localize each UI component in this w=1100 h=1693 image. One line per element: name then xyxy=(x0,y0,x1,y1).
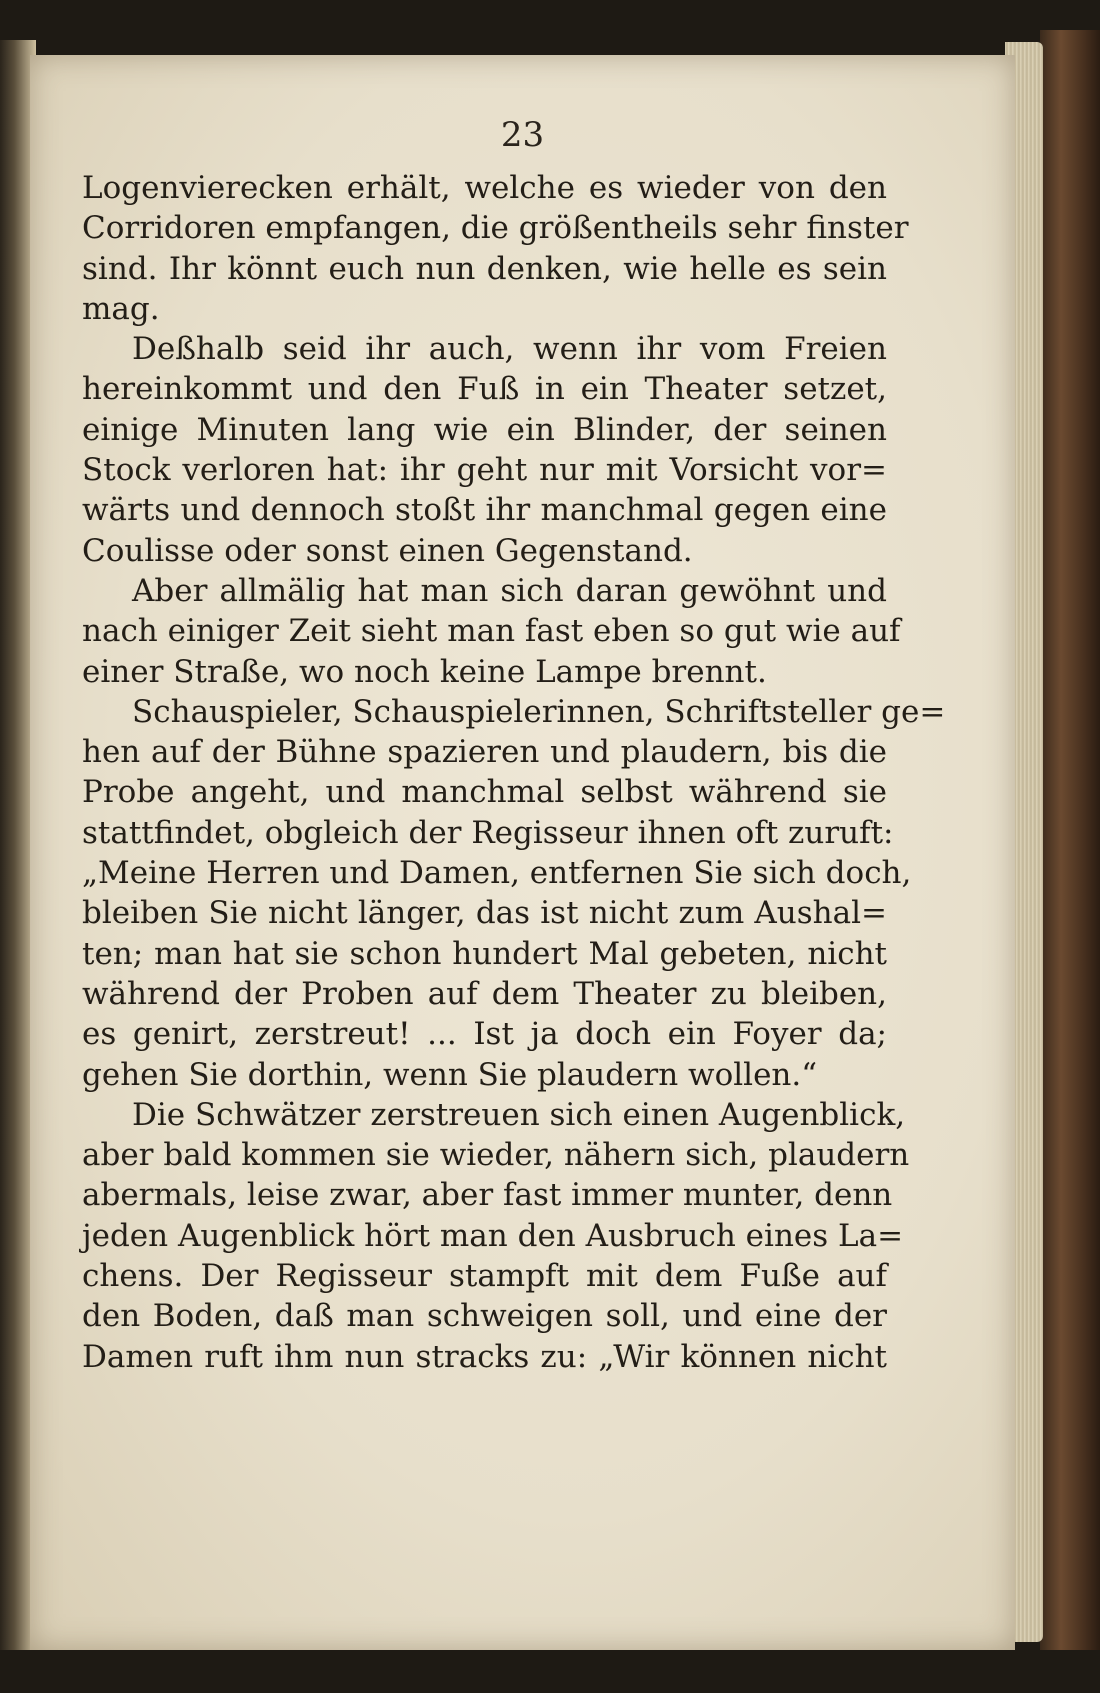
text-line: Stock verloren hat: ihr geht nur mit Vorsicht vor= xyxy=(82,452,887,489)
text-line: den Boden, daß man schweigen soll, und eine der xyxy=(82,1298,887,1335)
text-line: ten; man hat sie schon hundert Mal gebeten, nicht xyxy=(82,935,887,972)
text-line: Schauspieler, Schauspielerinnen, Schriftsteller ge= xyxy=(132,693,946,730)
text-line: mag. xyxy=(82,290,160,327)
text-line: Deßhalb seid ihr auch, wenn ihr vom Freien xyxy=(132,331,887,368)
text-line: sind. Ihr könnt euch nun denken, wie helle es sein xyxy=(82,250,887,287)
text-line: Damen ruft ihm nun stracks zu: „Wir können nicht xyxy=(82,1338,887,1375)
text-line: hereinkommt und den Fuß in ein Theater setzet, xyxy=(82,371,887,408)
text-line: einige Minuten lang wie ein Blinder, der seinen xyxy=(82,411,887,448)
book-page xyxy=(30,55,1015,1650)
text-line: chens. Der Regisseur stampft mit dem Fuße auf xyxy=(82,1258,887,1295)
text-line: abermals, leise zwar, aber fast immer munter, denn xyxy=(82,1177,893,1214)
text-line: nach einiger Zeit sieht man fast eben so gut wie auf xyxy=(82,613,901,650)
book-cover-edge xyxy=(1040,30,1100,1650)
text-line: hen auf der Bühne spazieren und plaudern, bis die xyxy=(82,734,887,771)
page-number: 23 xyxy=(500,115,545,155)
text-line: einer Straße, wo noch keine Lampe brennt. xyxy=(82,653,767,690)
text-line: Logenvierecken erhält, welche es wieder von den xyxy=(82,170,887,206)
text-line: „Meine Herren und Damen, entfernen Sie sich doch, xyxy=(82,855,912,892)
text-line: gehen Sie dorthin, wenn Sie plaudern wollen.“ xyxy=(82,1056,818,1093)
text-line: aber bald kommen sie wieder, nähern sich, plaudern xyxy=(82,1137,910,1174)
text-line: Coulisse oder sonst einen Gegenstand. xyxy=(82,532,693,569)
text-line: jeden Augenblick hört man den Ausbruch eines La= xyxy=(82,1217,904,1254)
text-line: während der Proben auf dem Theater zu bleiben, xyxy=(82,975,887,1012)
text-line: es genirt, zerstreut! ... Ist ja doch ein Foyer da; xyxy=(82,1016,887,1053)
text-line: Corridoren empfangen, die größentheils sehr finster xyxy=(82,210,909,247)
text-line: Die Schwätzer zerstreuen sich einen Augenblick, xyxy=(132,1096,906,1133)
text-line: stattfindet, obgleich der Regisseur ihnen oft zuruft: xyxy=(82,814,894,851)
text-line: bleiben Sie nicht länger, das ist nicht zum Aushal= xyxy=(82,895,887,932)
text-line: Probe angeht, und manchmal selbst während sie xyxy=(82,774,887,811)
text-line: Aber allmälig hat man sich daran gewöhnt und xyxy=(132,572,887,609)
text-line: wärts und dennoch stoßt ihr manchmal gegen eine xyxy=(82,492,887,529)
body-text xyxy=(82,168,946,1377)
